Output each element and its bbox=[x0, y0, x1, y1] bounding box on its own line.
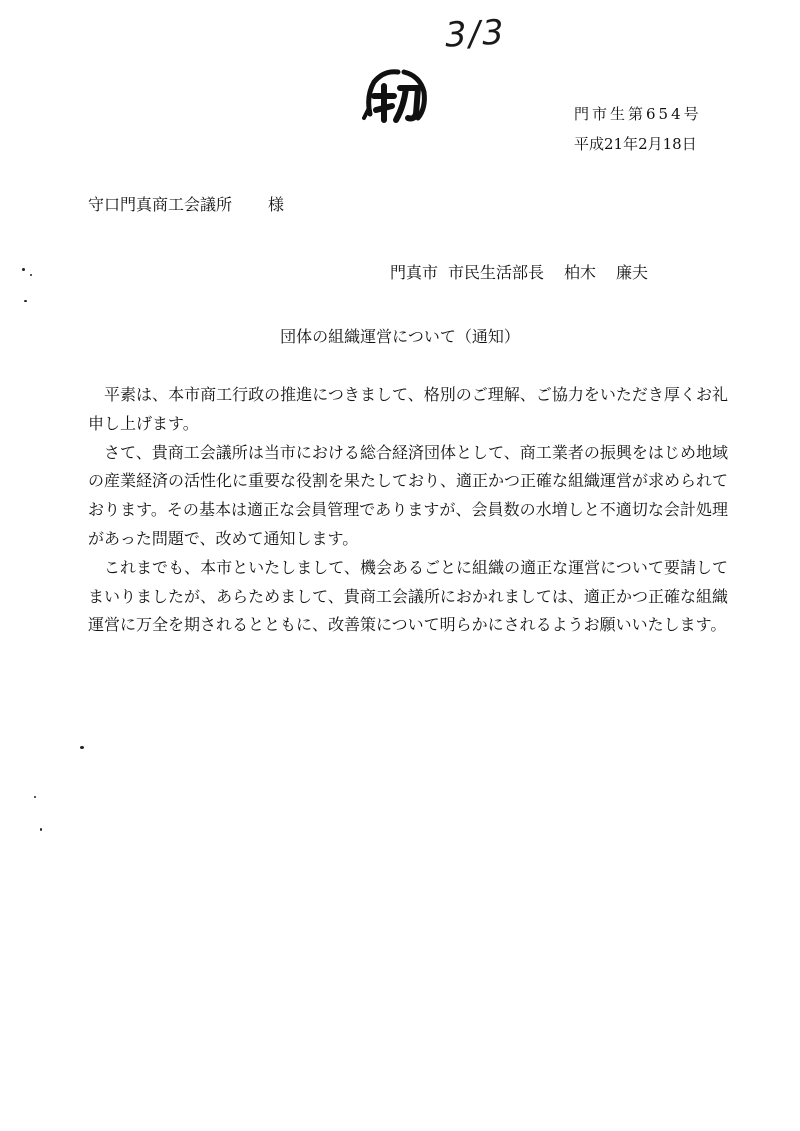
recipient-line bbox=[88, 192, 284, 215]
recipient-honorific: 様 bbox=[268, 195, 285, 214]
document-title: 団体の組織運営について（通知） bbox=[280, 327, 520, 346]
sender-city: 門真市 bbox=[390, 263, 439, 282]
scan-speck bbox=[30, 274, 32, 276]
scan-speck bbox=[80, 746, 84, 749]
document-number: 門市生第654号 bbox=[574, 105, 702, 123]
scan-speck bbox=[22, 268, 25, 271]
document-date: 平成21年2月18日 bbox=[574, 135, 697, 153]
body-paragraph: これまでも、本市といたしまして、機会あるごとに組織の適正な運営について要請してまいりましたが、あらためまして、貴商工会議所におかれましては、適正かつ正確な組織運営に万全を期されるとともに、改善策について明らかにされるようお願いいたします。 bbox=[88, 557, 728, 635]
body-paragraph: さて、貴商工会議所は当市における総合経済団体として、商工業者の振興をはじめ地域の産業経済の活性化に重要な役割を果たしており、適正かつ正確な組織運営が求められております。その基本は適正な会員管理でありますが、会員数の水増しと不適切な会計処理があった問題で、改めて通知します。 bbox=[88, 442, 729, 548]
sender-given-name: 廉夫 bbox=[616, 263, 649, 282]
recipient-name: 守口門真商工会議所 bbox=[88, 195, 233, 214]
scan-speck bbox=[40, 828, 42, 831]
sender-family-name: 柏木 bbox=[564, 263, 597, 282]
receipt-seal-stamp bbox=[360, 66, 430, 130]
scan-speck bbox=[24, 300, 27, 302]
scan-speck bbox=[34, 796, 36, 798]
sender-title: 市民生活部長 bbox=[448, 263, 545, 282]
handwritten-note: 3/3 bbox=[443, 12, 507, 56]
sender-line bbox=[390, 260, 658, 283]
body-paragraph: 平素は、本市商工行政の推進につきまして、格別のご理解、ご協力をいただき厚くお礼申し上げます。 bbox=[88, 385, 728, 433]
document-body bbox=[88, 381, 728, 640]
